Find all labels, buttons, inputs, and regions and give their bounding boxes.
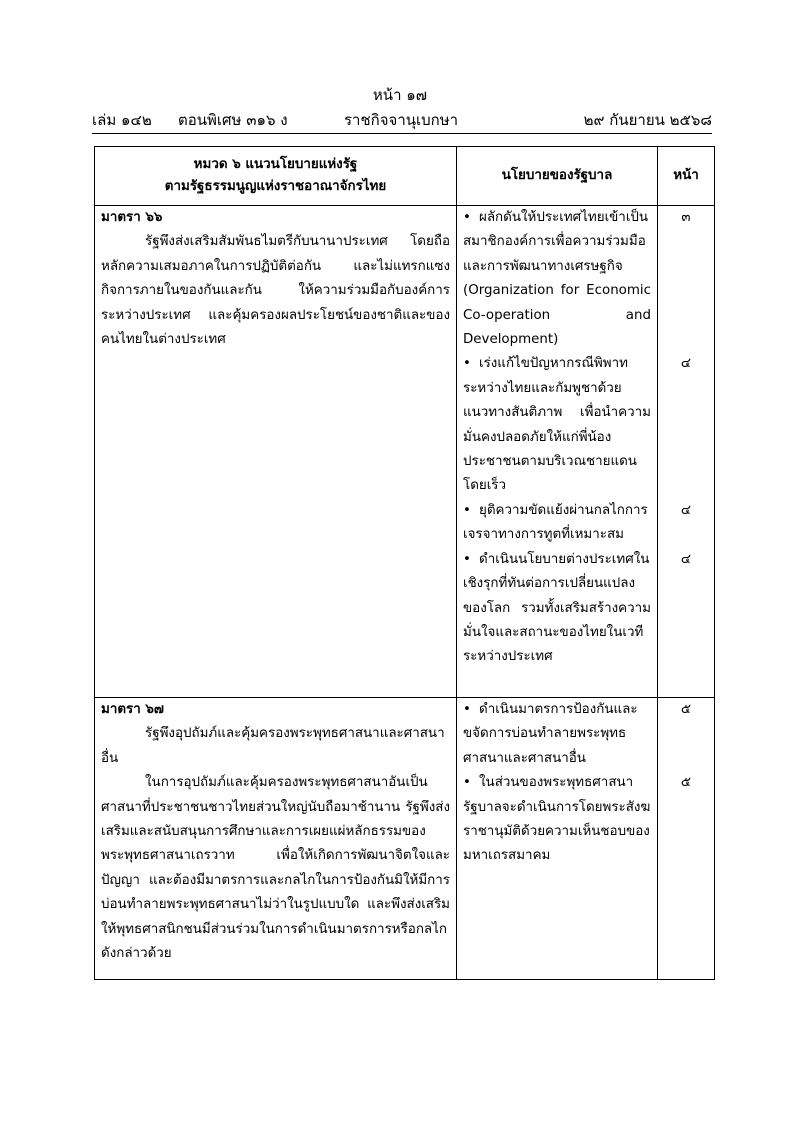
- bullet-icon: •: [463, 702, 471, 717]
- table-row: [95, 698, 715, 980]
- header-rule: [92, 133, 712, 134]
- section-paragraph: รัฐพึงส่งเสริมสัมพันธไมตรีกับนานาประเทศ โดยถือหลักความเสมอภาคในการปฏิบัติต่อกัน และไม่แทรกแซงกิจการภายในของกันและกัน ให้ความร่วมมือกับองค์การระหว่างประเทศ และคุ้มครองผลประโยชน์ของชาติและของคนไทยในต่างประเทศ: [101, 234, 450, 348]
- section-title: มาตรา ๖๗: [101, 702, 164, 717]
- bullet-icon: •: [463, 210, 471, 225]
- constitution-cell: [95, 206, 457, 698]
- bullet-icon: •: [463, 551, 471, 567]
- policy-column-header: นโยบายของรัฐบาล: [457, 147, 658, 206]
- bullet-icon: •: [463, 356, 471, 372]
- issue-number: ตอนพิเศษ ๓๑๖ ง: [178, 111, 288, 129]
- policy-cell: [457, 206, 658, 698]
- page-ref: ๕: [680, 702, 692, 717]
- policy-item-text: ยุติความขัดแย้งผ่านกลไกการเจรจาทางการทูตที่เหมาะสม: [463, 502, 648, 543]
- policy-item: [463, 771, 651, 869]
- policy-item-text: ผลักดันให้ประเทศไทยเข้าเป็นสมาชิกองค์การเพื่อความร่วมมือและการพัฒนาทางเศรษฐกิจ (Organization for Economic Co-operation and Development): [463, 210, 651, 348]
- section-paragraph: รัฐพึงอุปถัมภ์และคุ้มครองพระพุทธศาสนาและศาสนาอื่น: [101, 726, 445, 766]
- page-number: หน้า ๑๗: [372, 86, 428, 104]
- policy-item-text: เร่งแก้ไขปัญหากรณีพิพาทระหว่างไทยและกัมพูชาด้วยแนวทางสันติภาพ เพื่อนำความมั่นคงปลอดภัยให้แก่พี่น้องประชาชนตามบริเวณชายแดนโดยเร็ว: [463, 356, 651, 494]
- policy-item-text: ในส่วนของพระพุทธศาสนา รัฐบาลจะดำเนินการโดยพระสังฆราชานุมัติด้วยความเห็นชอบของมหาเถรสมาคม: [463, 775, 651, 864]
- page-ref: ๓: [681, 210, 691, 225]
- policy-item: [463, 548, 651, 670]
- policy-cell: [457, 698, 658, 980]
- bullet-icon: •: [463, 502, 471, 518]
- policy-item-text: ดำเนินนโยบายต่างประเทศในเชิงรุกที่ทันต่อการเปลี่ยนแปลงของโลก รวมทั้งเสริมสร้างความมั่นใจและสถานะของไทยในเวทีระหว่างประเทศ: [463, 551, 651, 665]
- page-ref: ๔: [680, 552, 692, 568]
- policy-item: [463, 698, 651, 771]
- publication-date: ๒๙ กันยายน ๒๕๖๘: [583, 111, 712, 129]
- page-ref: ๔: [680, 502, 692, 518]
- policy-item: [463, 352, 651, 498]
- volume-number: เล่ม ๑๔๒: [92, 111, 152, 129]
- constitution-column-header: [95, 147, 457, 206]
- policy-item-text: ดำเนินมาตรการป้องกันและขจัดการบ่อนทำลายพระพุทธศาสนาและศาสนาอื่น: [463, 702, 638, 766]
- page-ref: ๕: [680, 775, 692, 791]
- section-title: มาตรา ๖๖: [101, 210, 163, 225]
- constitution-header-line1: หมวด ๖ แนวนโยบายแห่งรัฐ: [193, 157, 358, 172]
- policy-item: [463, 206, 651, 352]
- page-cell: [658, 698, 715, 980]
- gazette-header: [92, 111, 712, 131]
- table-row: [95, 206, 715, 698]
- page-ref: ๔: [680, 356, 692, 372]
- bullet-icon: •: [463, 775, 471, 791]
- section-paragraph: ในการอุปถัมภ์และคุ้มครองพระพุทธศาสนาอันเป็นศาสนาที่ประชาชนชาวไทยส่วนใหญ่นับถือมาช้านาน รัฐพึงส่งเสริมและสนับสนุนการศึกษาและการเผยแผ่หลักธรรมของพระพุทธศาสนาเถรวาท เพื่อให้เกิดการพัฒนาจิตใจและปัญญา และต้องมีมาตรการและกลไกในการป้องกันมิให้มีการบ่อนทำลายพระพุทธศาสนาไม่ว่าในรูปแบบใด และพึงส่งเสริมให้พุทธศาสนิกชนมีส่วนร่วมในการดำเนินมาตรการหรือกลไกดังกล่าวด้วย: [101, 775, 450, 962]
- constitution-cell: [95, 698, 457, 980]
- policy-item: [463, 499, 651, 548]
- table-header-row: [95, 147, 715, 206]
- page-column-header: หน้า: [658, 147, 715, 206]
- policy-table: [94, 146, 715, 980]
- publication-name: ราชกิจจานุเบกษา: [344, 111, 459, 129]
- constitution-header-line2: ตามรัฐธรรมนูญแห่งราชอาณาจักรไทย: [164, 179, 387, 194]
- page-cell: [658, 206, 715, 698]
